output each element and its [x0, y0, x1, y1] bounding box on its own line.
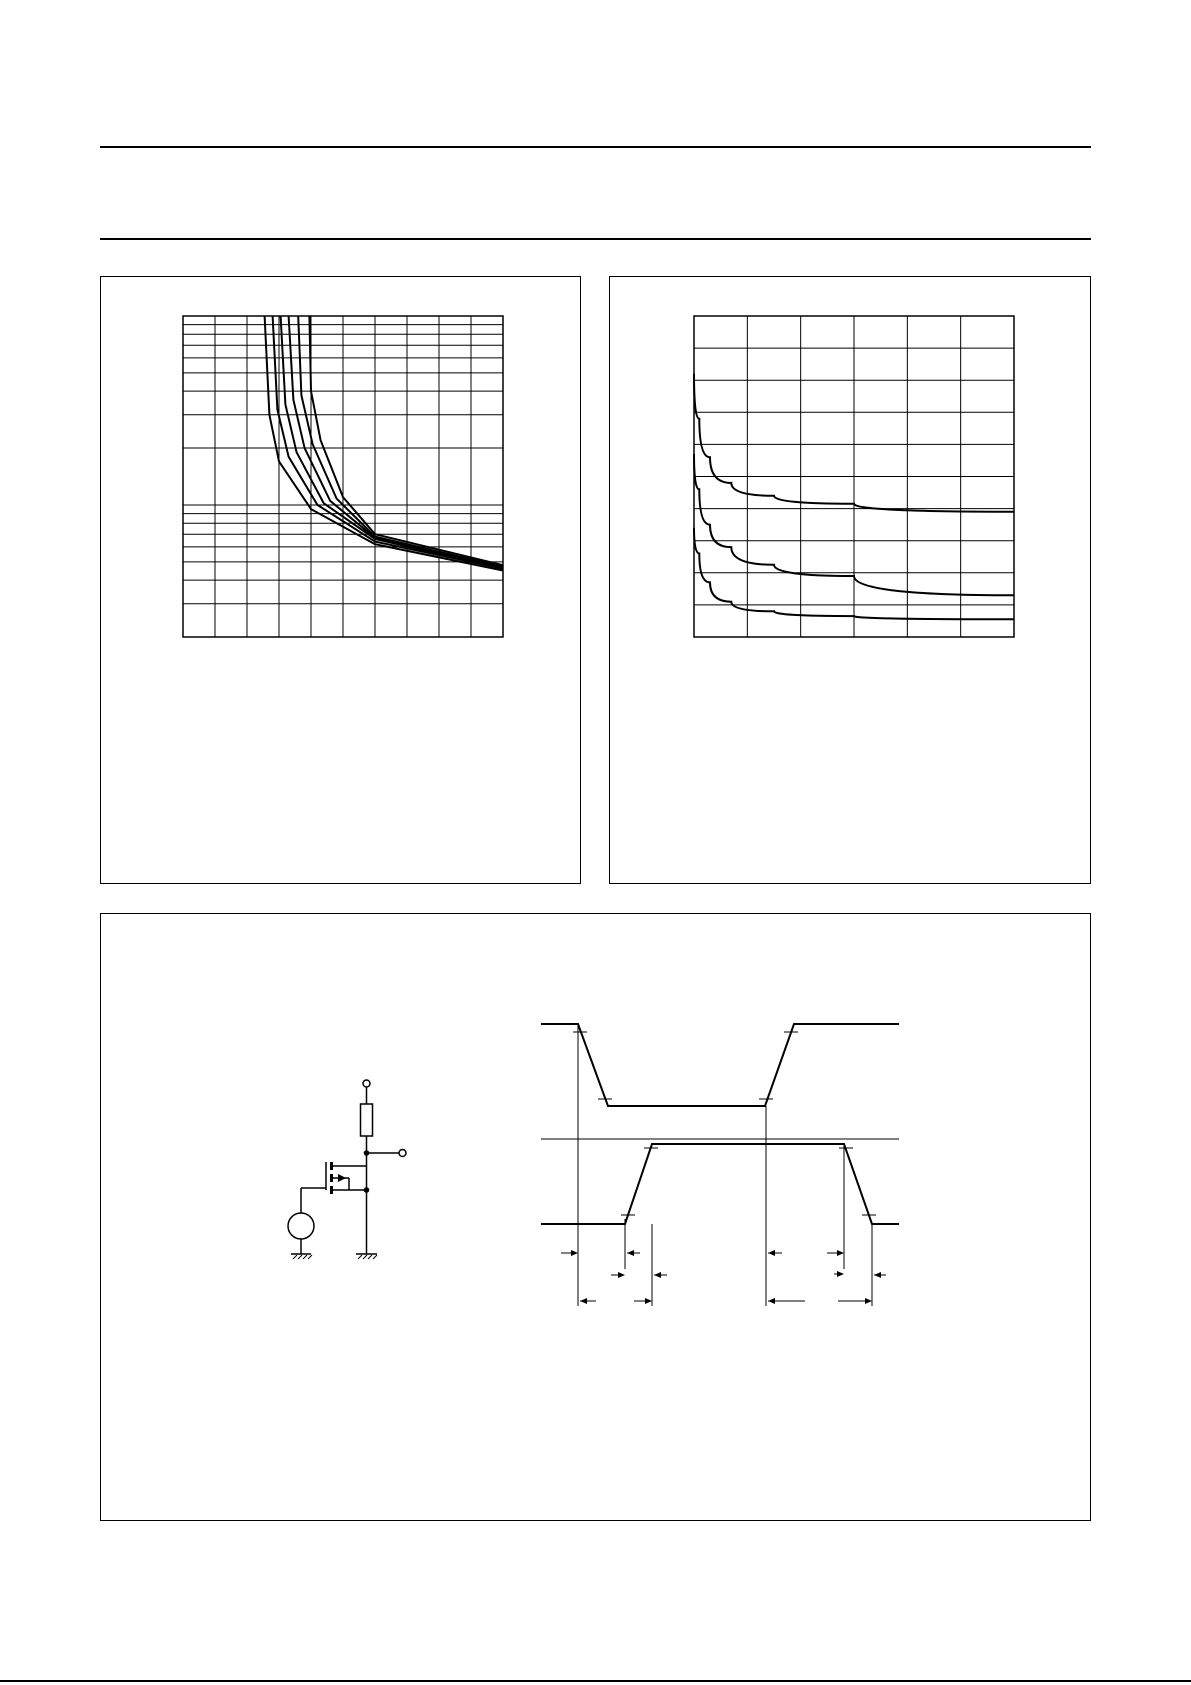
footer-rule: [0, 1680, 1191, 1682]
header-top-rule: [100, 146, 1091, 148]
series-line-2: [273, 316, 503, 569]
load-resistor: [361, 1104, 373, 1136]
timing-arrows: [561, 1253, 886, 1301]
series-line-5: [298, 316, 503, 567]
series-line-3: [281, 316, 503, 569]
supply-terminal: [363, 1080, 370, 1087]
timing-extension-lines: [578, 1024, 872, 1306]
header-bottom-rule: [100, 238, 1091, 240]
input-waveform: [541, 1024, 899, 1106]
switching-timing-diagram: [541, 1024, 941, 1264]
series-line-6: [309, 316, 503, 565]
output-waveform: [541, 1144, 899, 1224]
pulse-source: [288, 1213, 314, 1239]
chart-right: [693, 315, 1015, 638]
test-circuit-diagram: [271, 1074, 431, 1274]
figure-panel-bottom: [100, 913, 1091, 1521]
figure-panel-right: [609, 276, 1091, 884]
output-terminal: [399, 1150, 406, 1157]
chart-left: [182, 315, 504, 638]
chart-left-grid: [183, 316, 503, 637]
chart-right-grid: [694, 316, 1014, 637]
figure-panel-left: [100, 276, 581, 884]
